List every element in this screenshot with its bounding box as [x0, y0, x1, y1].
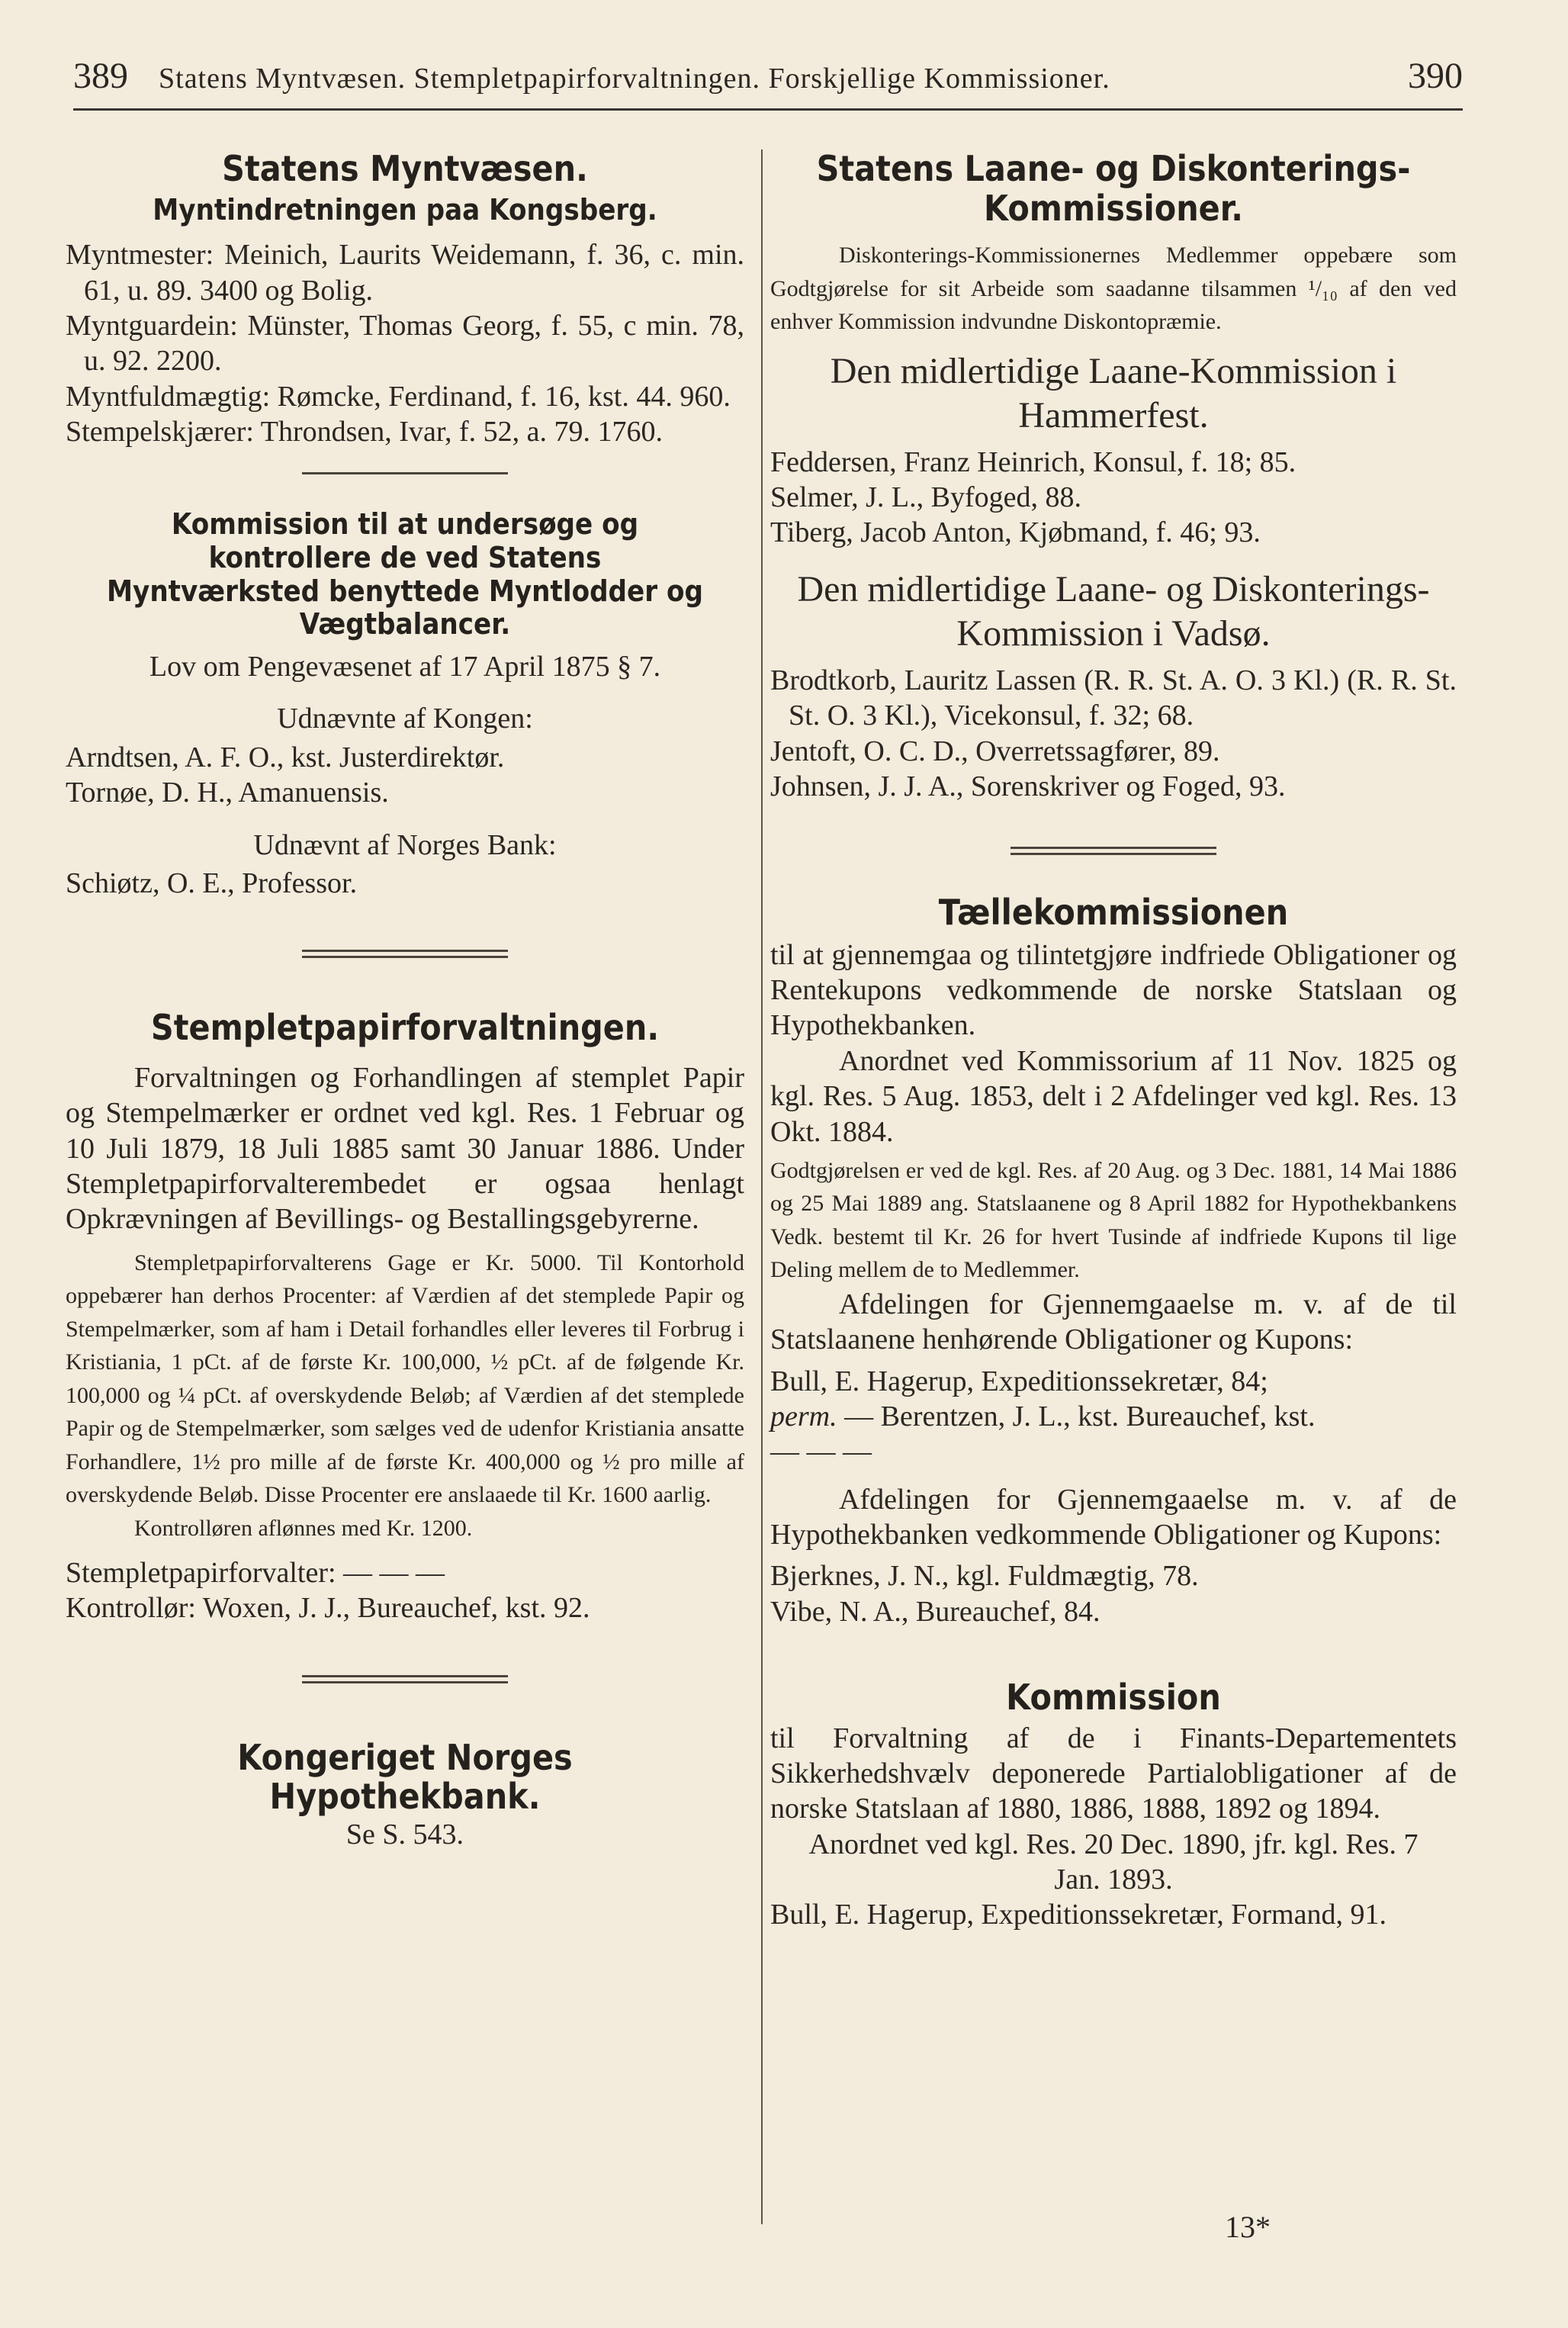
stempel-fine-print: Stempletpapirforvalterens Gage er Kr. 5000. Til Kontorhold oppebærer han derhos Procenter: af Værdien af det stemplede Papir og Stempelmærker, som af ham i Detail forhandles eller leveres til Forbrug i Kristiania, 1 pCt. af de første Kr. 100,000, ½ pCt. af de følgende Kr. 100,000 og ¼ pCt. af overskydende Beløb; af Værdien af det stemplede Papir og de Stempelmærker, som sælges ved de udenfor Kristiania ansatte Forhandlere, 1½ pro mille af de første Kr. 400,000 og ½ pro mille af overskydende Beløb. Disse Procenter ere anslaaede til Kr. 1600 aarlig.	[66, 1249, 744, 1508]
section-double-rule	[302, 1675, 508, 1683]
perm-label: perm.	[770, 1400, 837, 1432]
column-divider	[761, 150, 763, 2224]
left-column	[66, 150, 744, 1852]
right-page-number: 390	[1408, 56, 1463, 96]
taelle-ordained: Anordnet ved Kommissorium af 11 Nov. 1825 og kgl. Res. 5 Aug. 1853, delt i 2 Afdelinger ved kgl. Res. 13 Okt. 1884.	[770, 1044, 1457, 1148]
section-laane-diskontering	[770, 150, 1457, 339]
entry-myntmester: Myntmester: Meinich, Laurits Weidemann, f. 36, c. min. 61, u. 89. 3400 og Bolig.	[66, 239, 744, 307]
berentzen-entry: — Berentzen, J. L., kst. Bureauchef, kst.	[844, 1400, 1316, 1432]
hypothekbank-reference: Se S. 543.	[345, 1818, 464, 1851]
taelle-dept2: Afdelingen for Gjennemgaaelse m. v. af de Hypothekbanken vedkommende Obligationer og Kupons:	[770, 1483, 1457, 1551]
member-jentoft: Jentoft, O. C. D., Overretssagfører, 89.	[770, 735, 1220, 767]
right-column	[770, 150, 1457, 1933]
member-bull-84: Bull, E. Hagerup, Expeditionssekretær, 84;	[770, 1365, 1268, 1397]
running-header	[73, 55, 1463, 111]
member-johnsen: Johnsen, J. J. A., Sorenskriver og Foged, 93.	[770, 770, 1286, 802]
member-bjerknes: Bjerknes, J. N., kgl. Fuldmægtig, 78.	[770, 1560, 1199, 1593]
member-schiotz: Schiøtz, O. E., Professor.	[66, 867, 358, 899]
member-tornoe: Tornøe, D. H., Amanuensis.	[66, 777, 389, 809]
appointed-by-bank: Udnævnt af Norges Bank:	[253, 828, 557, 861]
heading-laane-diskontering: Statens Laane- og Diskonterings-Kommissioner.	[816, 148, 1411, 229]
section-kommission-myntlodder	[66, 508, 744, 901]
stempel-forvalter: Stempletpapirforvalter: — — —	[66, 1557, 445, 1590]
section-hypothekbank	[66, 1738, 744, 1852]
kommission-purpose: til Forvaltning af de i Finants-Departementets Sikkerhedshvælv deponerede Partialobligationer af de norske Statslaan af 1880, 1886, 1888, 1892 og 1894.	[770, 1722, 1457, 1825]
heading-kommission: Kommission	[1006, 1677, 1221, 1719]
stempel-kontrollor-salary: Kontrolløren aflønnes med Kr. 1200.	[134, 1515, 473, 1541]
section-myntvaesen	[66, 150, 744, 449]
entry-myntfuldmaegtig: Myntfuldmægtig: Rømcke, Ferdinand, f. 16, kst. 44. 960.	[66, 380, 731, 413]
signature-mark: 13*	[1225, 2210, 1271, 2244]
heading-hammerfest: Den midlertidige Laane-Kommission i Hammerfest.	[830, 350, 1397, 436]
member-brodtkorb: Brodtkorb, Lauritz Lassen (R. R. St. A. O. 3 Kl.) (R. R. St. St. O. 3 Kl.), Vicekonsul, f. 32; 68.	[770, 664, 1457, 732]
taelle-dept1: Afdelingen for Gjennemgaaelse m. v. af de til Statslaanene henhørende Obligationer og Kupons:	[770, 1288, 1457, 1356]
dashes-separator: — — —	[770, 1436, 872, 1468]
taelle-purpose: til at gjennemgaa og tilintetgjøre indfriede Obligationer og Rentekupons vedkommende de norske Statslaan og Hypothekbanken.	[770, 938, 1457, 1042]
heading-hypothekbank: Kongeriget Norges Hypothekbank.	[237, 1736, 573, 1818]
law-reference: Lov om Pengevæsenet af 17 April 1875 § 7.	[149, 651, 661, 683]
member-tiberg: Tiberg, Jacob Anton, Kjøbmand, f. 46; 93.	[770, 516, 1261, 549]
entry-myntguardein: Myntguardein: Münster, Thomas Georg, f. 55, c min. 78, u. 92. 2200.	[66, 309, 744, 378]
heading-stempletpapir: Stempletpapirforvaltningen.	[150, 1007, 660, 1049]
section-double-rule	[1011, 847, 1216, 855]
member-vibe: Vibe, N. A., Bureauchef, 84.	[770, 1595, 1100, 1628]
entry-stempelskjaerer: Stempelskjærer: Throndsen, Ivar, f. 52, a. 79. 1760.	[66, 416, 663, 448]
taelle-fine-print: Godtgjørelsen er ved de kgl. Res. af 20 Aug. og 3 Dec. 1881, 14 Mai 1886 og 25 Mai 1889 ang. Statslaanene og 8 April 1882 for Hypothekbankens Vedk. bestemt til Kr. 26 for hvert Tusinde af indfriede Kupons til lige Deling mellem de to Medlemmer.	[770, 1157, 1457, 1283]
running-title: Statens Myntvæsen. Stempletpapirforvaltningen. Forskjellige Kommissioner.	[159, 63, 1110, 95]
member-arndtsen: Arndtsen, A. F. O., kst. Justerdirektør.	[66, 741, 505, 773]
section-double-rule	[302, 950, 508, 958]
member-berentzen	[770, 1399, 1457, 1434]
section-rule	[302, 472, 508, 474]
section-stempletpapir	[66, 1008, 744, 1626]
stempel-kontrollor: Kontrollør: Woxen, J. J., Bureauchef, kst. 92.	[66, 1592, 590, 1625]
heading-kommission-myntlodder: Kommission til at undersøge og kontrollere de ved Statens Myntværksted benyttede Myntlodder og Vægtbalancer.	[106, 507, 703, 641]
subheading-kongsberg: Myntindretningen paa Kongsberg.	[153, 192, 657, 227]
section-hammerfest	[770, 349, 1457, 551]
heading-taellekommissionen: Tællekommissionen	[938, 892, 1289, 934]
member-bull-formand: Bull, E. Hagerup, Expeditionssekretær, Formand, 91.	[770, 1899, 1386, 1931]
left-page-number: 389	[73, 56, 128, 96]
member-selmer: Selmer, J. L., Byfoged, 88.	[770, 481, 1081, 513]
section-vadso	[770, 568, 1457, 805]
appointed-by-king: Udnævnte af Kongen:	[277, 703, 533, 735]
section-taellekommissionen	[770, 893, 1457, 1629]
section-kommission-partialobligationer	[770, 1678, 1457, 1933]
stempel-intro: Forvaltningen og Forhandlingen af stemplet Papir og Stempelmærker er ordnet ved kgl. Res. 1 Februar og 10 Juli 1879, 18 Juli 1885 samt 30 Januar 1886. Under Stempletpapirforvalterembedet er ogsaa henlagt Opkrævningen af Bevillings- og Bestallingsgebyrerne.	[66, 1061, 744, 1236]
member-feddersen: Feddersen, Franz Heinrich, Konsul, f. 18; 85.	[770, 445, 1296, 478]
heading-myntvaesen: Statens Myntvæsen.	[222, 148, 588, 189]
heading-vadso: Den midlertidige Laane- og Diskonterings-Kommission i Vadsø.	[797, 568, 1430, 654]
kommission-ordained: Anordnet ved kgl. Res. 20 Dec. 1890, jfr. kgl. Res. 7 Jan. 1893.	[808, 1828, 1419, 1896]
laane-fine-print: Diskonterings-Kommissionernes Medlemmer oppebære som Godtgjørelse for sit Arbeide som saadanne tilsammen ¹/₁₀ af den ved enhver Kommission indvundne Diskontopræmie.	[770, 243, 1457, 335]
